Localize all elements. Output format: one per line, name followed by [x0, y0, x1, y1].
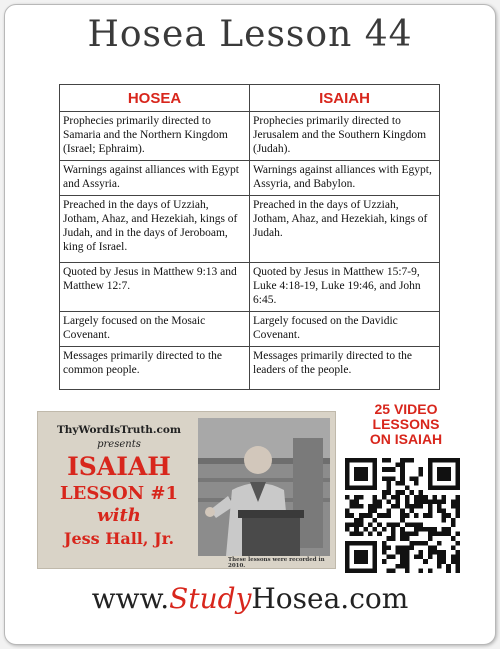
- table-cell: Prophecies primarily directed to Samaria and the Northern Kingdom (Israel; Ephraim).: [60, 112, 250, 161]
- table-cell: Warnings against alliances with Egypt and Assyria.: [60, 161, 250, 196]
- table-cell: Messages primarily directed to the common people.: [60, 347, 250, 390]
- url-suffix: Hosea.com: [251, 582, 409, 615]
- table-header-row: [60, 85, 440, 112]
- url-highlight: Study: [169, 582, 252, 615]
- promo-presents: presents: [97, 439, 141, 450]
- promo-speaker: Jess Hall, Jr.: [63, 529, 175, 548]
- column-header-hosea: HOSEA: [60, 85, 250, 112]
- table-cell: Largely focused on the Mosaic Covenant.: [60, 312, 250, 347]
- table-cell: Prophecies primarily directed to Jerusalem and the Southern Kingdom (Judah).: [250, 112, 440, 161]
- video-line-3: ON ISAIAH: [369, 431, 443, 447]
- table-row: [60, 312, 440, 347]
- qr-code[interactable]: [345, 458, 460, 573]
- table-cell: Preached in the days of Uzziah, Jotham, Ahaz, and Hezekiah, kings of Judah.: [250, 196, 440, 263]
- video-promo-banner[interactable]: [37, 411, 336, 569]
- table-cell: Largely focused on the Davidic Covenant.: [250, 312, 440, 347]
- comparison-table: [59, 84, 440, 390]
- promo-site-name: ThyWordIsTruth.com: [56, 424, 182, 436]
- promo-with: with: [97, 505, 141, 526]
- table-cell: Quoted by Jesus in Matthew 15:7-9, Luke 4:18-19, Luke 19:46, and John 6:45.: [250, 263, 440, 312]
- speaker-photo: [198, 418, 330, 556]
- table-row: [60, 196, 440, 263]
- video-line-2: LESSONS: [372, 416, 440, 432]
- promo-caption: These lessons were recorded in 2010.: [228, 557, 325, 569]
- video-lessons-heading: [350, 402, 462, 447]
- column-header-isaiah: ISAIAH: [250, 85, 440, 112]
- table-cell: Warnings against alliances with Egypt, Assyria, and Babylon.: [250, 161, 440, 196]
- url-prefix: www.: [91, 582, 170, 615]
- promo-subject: ISAIAH: [67, 452, 171, 481]
- website-url[interactable]: [0, 582, 500, 615]
- table-cell: Quoted by Jesus in Matthew 9:13 and Matthew 12:7.: [60, 263, 250, 312]
- table-cell: Messages primarily directed to the leaders of the people.: [250, 347, 440, 390]
- table-row: [60, 263, 440, 312]
- table-cell: Preached in the days of Uzziah, Jotham, Ahaz, and Hezekiah, kings of Judah, and in the days of Jeroboam, king of Israel.: [60, 196, 250, 263]
- table-row: [60, 347, 440, 390]
- page-title: Hosea Lesson 44: [87, 14, 413, 55]
- table-row: [60, 112, 440, 161]
- speaker-photo-image: [198, 418, 330, 556]
- video-line-1: 25 VIDEO: [374, 401, 438, 417]
- table-row: [60, 161, 440, 196]
- promo-lesson-number: LESSON #1: [60, 483, 178, 504]
